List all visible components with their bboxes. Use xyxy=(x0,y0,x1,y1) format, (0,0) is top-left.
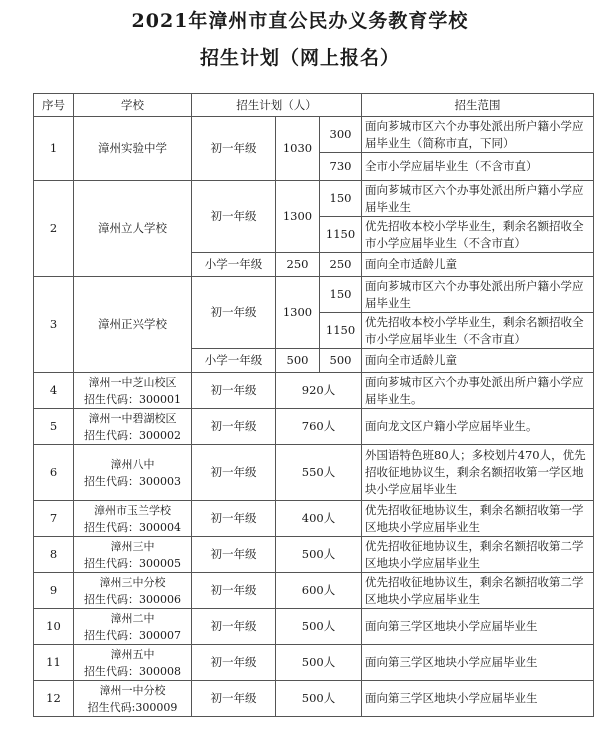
row-school xyxy=(74,373,192,409)
row-grade: 小学一年级 xyxy=(192,349,276,373)
row-plan: 500人 xyxy=(276,609,362,645)
row-sub-scope: 优先招收本校小学毕业生，剩余名额招收全市小学应届毕业生（不含市直） xyxy=(362,313,594,349)
school-name: 漳州二中 xyxy=(110,611,155,625)
row-total: 1030 xyxy=(276,117,320,181)
table-row xyxy=(34,445,594,501)
header-scope: 招生范围 xyxy=(362,94,594,117)
school-code: 招生代码：300001 xyxy=(84,392,181,406)
school-name: 漳州八中 xyxy=(110,457,155,471)
document-title-line2: 招生计划（网上报名） xyxy=(199,47,400,69)
table-row xyxy=(34,277,594,313)
row-sub-num: 500 xyxy=(320,349,362,373)
header-school: 学校 xyxy=(74,94,192,117)
row-scope: 面向龙文区户籍小学应届毕业生。 xyxy=(362,409,594,445)
row-total: 250 xyxy=(276,253,320,277)
row-scope: 优先招收征地协议生，剩余名额招收第一学区地块小学应届毕业生 xyxy=(362,501,594,537)
row-scope: 优先招收征地协议生，剩余名额招收第二学区地块小学应届毕业生 xyxy=(362,573,594,609)
row-total: 500 xyxy=(276,349,320,373)
row-sub-scope: 面向全市适龄儿童 xyxy=(362,253,594,277)
school-name: 漳州五中 xyxy=(110,647,155,661)
school-name: 漳州市玉兰学校 xyxy=(94,503,171,517)
row-grade: 初一年级 xyxy=(192,373,276,409)
table-row xyxy=(34,609,594,645)
row-scope: 面向第三学区地块小学应届毕业生 xyxy=(362,645,594,681)
row-sub-num: 1150 xyxy=(320,313,362,349)
row-no: 9 xyxy=(34,573,74,609)
row-grade: 初一年级 xyxy=(192,681,276,717)
row-sub-scope: 面向芗城市区六个办事处派出所户籍小学应届毕业生 xyxy=(362,181,594,217)
school-code: 招生代码：300005 xyxy=(84,556,181,570)
enrollment-table xyxy=(33,93,594,717)
row-no: 5 xyxy=(34,409,74,445)
row-sub-num: 730 xyxy=(320,153,362,181)
row-grade: 初一年级 xyxy=(192,573,276,609)
row-no: 8 xyxy=(34,537,74,573)
school-name: 漳州一中芝山校区 xyxy=(88,375,177,389)
row-grade: 初一年级 xyxy=(192,645,276,681)
row-grade: 初一年级 xyxy=(192,537,276,573)
row-grade: 初一年级 xyxy=(192,277,276,349)
row-grade: 初一年级 xyxy=(192,409,276,445)
row-school xyxy=(74,573,192,609)
row-school: 漳州实验中学 xyxy=(74,117,192,181)
row-school: 漳州正兴学校 xyxy=(74,277,192,373)
row-school xyxy=(74,537,192,573)
school-code: 招生代码：300006 xyxy=(84,592,181,606)
table-row xyxy=(34,117,594,153)
table-row xyxy=(34,573,594,609)
table-row xyxy=(34,373,594,409)
row-no: 1 xyxy=(34,117,74,181)
table-row xyxy=(34,181,594,217)
table-row xyxy=(34,645,594,681)
row-scope: 面向第三学区地块小学应届毕业生 xyxy=(362,681,594,717)
row-school xyxy=(74,409,192,445)
school-code: 招生代码：300002 xyxy=(84,428,181,442)
table-row xyxy=(34,501,594,537)
row-total: 1300 xyxy=(276,277,320,349)
row-grade: 小学一年级 xyxy=(192,253,276,277)
school-code: 招生代码：300004 xyxy=(84,520,181,534)
row-scope: 优先招收征地协议生，剩余名额招收第二学区地块小学应届毕业生 xyxy=(362,537,594,573)
row-grade: 初一年级 xyxy=(192,117,276,181)
row-plan: 760人 xyxy=(276,409,362,445)
row-school xyxy=(74,609,192,645)
school-name: 漳州一中分校 xyxy=(99,683,166,697)
school-code: 招生代码:300009 xyxy=(87,700,178,714)
header-no: 序号 xyxy=(34,94,74,117)
row-plan: 500人 xyxy=(276,645,362,681)
row-sub-num: 250 xyxy=(320,253,362,277)
row-sub-scope: 面向全市适龄儿童 xyxy=(362,349,594,373)
row-sub-num: 150 xyxy=(320,277,362,313)
row-scope: 外国语特色班80人；多校划片470人，优先招收征地协议生，剩余名额招收第一学区地块小学应届毕业生 xyxy=(362,445,594,501)
row-plan: 500人 xyxy=(276,681,362,717)
row-plan: 920人 xyxy=(276,373,362,409)
row-no: 11 xyxy=(34,645,74,681)
row-sub-scope: 优先招收本校小学毕业生，剩余名额招收全市小学应届毕业生（不含市直） xyxy=(362,217,594,253)
row-sub-num: 300 xyxy=(320,117,362,153)
row-school xyxy=(74,445,192,501)
table-row xyxy=(34,409,594,445)
row-sub-scope: 面向芗城市区六个办事处派出所户籍小学应届毕业生（简称市直，下同） xyxy=(362,117,594,153)
school-name: 漳州一中碧湖校区 xyxy=(88,411,177,425)
header-plan: 招生计划（人） xyxy=(192,94,362,117)
table-row xyxy=(34,681,594,717)
row-no: 4 xyxy=(34,373,74,409)
document-title-line1: 2021年漳州市直公民办义务教育学校 xyxy=(131,10,469,32)
row-plan: 550人 xyxy=(276,445,362,501)
row-school: 漳州立人学校 xyxy=(74,181,192,277)
school-code: 招生代码：300003 xyxy=(84,474,181,488)
row-plan: 600人 xyxy=(276,573,362,609)
row-no: 3 xyxy=(34,277,74,373)
row-school xyxy=(74,501,192,537)
row-sub-num: 1150 xyxy=(320,217,362,253)
school-name: 漳州三中 xyxy=(110,539,155,553)
row-sub-scope: 全市小学应届毕业生（不含市直） xyxy=(362,153,594,181)
row-grade: 初一年级 xyxy=(192,445,276,501)
row-school xyxy=(74,645,192,681)
row-plan: 400人 xyxy=(276,501,362,537)
row-sub-scope: 面向芗城市区六个办事处派出所户籍小学应届毕业生 xyxy=(362,277,594,313)
row-no: 2 xyxy=(34,181,74,277)
row-plan: 500人 xyxy=(276,537,362,573)
row-no: 7 xyxy=(34,501,74,537)
row-total: 1300 xyxy=(276,181,320,253)
row-no: 12 xyxy=(34,681,74,717)
row-no: 10 xyxy=(34,609,74,645)
table-header-row xyxy=(34,94,594,117)
school-code: 招生代码：300008 xyxy=(84,664,181,678)
row-grade: 初一年级 xyxy=(192,181,276,253)
row-sub-num: 150 xyxy=(320,181,362,217)
row-no: 6 xyxy=(34,445,74,501)
school-name: 漳州三中分校 xyxy=(99,575,166,589)
row-scope: 面向第三学区地块小学应届毕业生 xyxy=(362,609,594,645)
row-grade: 初一年级 xyxy=(192,501,276,537)
row-grade: 初一年级 xyxy=(192,609,276,645)
row-scope: 面向芗城市区六个办事处派出所户籍小学应届毕业生。 xyxy=(362,373,594,409)
row-school xyxy=(74,681,192,717)
school-code: 招生代码：300007 xyxy=(84,628,181,642)
table-row xyxy=(34,537,594,573)
